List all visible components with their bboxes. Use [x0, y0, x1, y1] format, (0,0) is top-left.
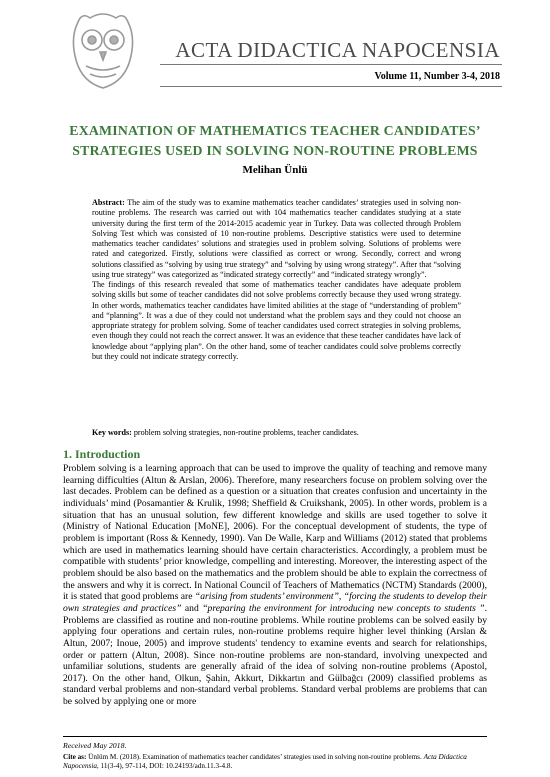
introduction-paragraph: [63, 463, 487, 708]
cite-label: Cite as:: [63, 753, 87, 761]
keywords: [92, 428, 461, 437]
intro-sep-2: and: [184, 602, 199, 614]
title-line-2: STRATEGIES USED IN SOLVING NON-ROUTINE PROBLEMS: [72, 143, 478, 158]
quote-2: “forcing the students to develop their own strategies and practices”: [63, 591, 488, 614]
abstract: [92, 198, 461, 362]
introduction-body: [63, 463, 487, 708]
abstract-paragraph-1: [92, 198, 461, 280]
abstract-paragraph-2: The findings of this research revealed that some of mathematics teacher candidates have adequate problem solving skills but some of teacher candidates did not solve problems correctly because they used wrong strategy. In other words, mathematics teacher candidates have limited abilities at the stage of “understanding of problem” and “planning”. It was a due of they could not understand what the problem says and they could not choose an appropriate strategy for problem solving. Some of teacher candidates used correct strategies in solving problems, even though they could not reach the correct answer. It was an evidence that these teacher candidates have lack of knowledge about “applying plan”. On the other hand, some of teacher candidates could solve problems correctly but they could not indicate strategy correctly.: [92, 280, 461, 361]
intro-text-2: . Problems are classified as routine and non-routine problems. While routine problems can be solved easily by applying four operations and certain rules, non-routine problems require higher level thinking (Arslan & Altun, 2007; Inoue, 2005) and improve students' tendency to examine events and search for relationships, order or pattern (Altun, 2008). Since non-routine problems are non-standard, involving unexpected and unfamiliar solutions, students are generally afraid of the idea of solving non-routine problems (Apostol, 2017). On the other hand, Olkun, Şahin, Akkurt, Dikkartın and Gülbağcı (2009) classified problems as standard verbal problems and non-standard verbal problems. Standard verbal problems are problems that can be solved by applying one or more: [63, 602, 488, 708]
intro-text-1: Problem solving is a learning approach that can be used to improve the quality of teaching and remove many learning difficulties (Altun & Arslan, 2006). Therefore, many researchers focuse on problem solving over the last decades. Problem can be defined as a question or a situation that creates confusion and uncertainty in the individuals’ mind (Posamantier & Krulik, 1998; Sheffield & Cruikshank, 2005). In other words, problem is a situation that has an unusual solution, few different knowledge and skills are used together to solve it (Ministry of National Education [MoNE], 2006). For the conceptual development of students, the type of problem is important (Ross & Kennedy, 1990). Van De Walle, Karp and Williams (2012) stated that problems which are used in mathematics learning should have certain characteristics. Accordingly, a problem must be compatible with students’ prior knowledge, compelling and interesting. Moreover, the interesting aspect of the problem should be also based on the mathematics and the problem should be able to explain the correctness of the answers and why it is correct. In National Council of Teachers of Mathematics (NCTM) Standards (2000), it is stated that good problems are: [63, 463, 487, 603]
cite-text: Ünlüm M. (2018). Examination of mathematics teacher candidates’ strategies used in solving non-routine problems.: [88, 753, 422, 761]
keywords-text: problem solving strategies, non-routine problems, teacher candidates.: [133, 428, 359, 437]
cite-rest: 11(3-4), 97-114, DOI: 10.24193/adn.11.3-4.8.: [100, 762, 233, 770]
volume-divider: [160, 86, 502, 87]
header-divider: [160, 64, 502, 65]
abstract-text-1: The aim of the study was to examine mathematics teacher candidates’ strategies used in solving non-routine problems. The research was carried out with 104 mathematics teacher candidates studying at a state university during the first term of the 2014-2015 academic year in Turkey. Data was collected through Problem Solving Test which was consisted of 10 non-routine problems. Descriptive statistics were used to determine mathematics teacher candidates’ solutions and strategies used in problem solving. Solutions of problems were rated and categorized. Firstly, solutions were classified as correct or wrong. Secondly, correct and wrong solutions classified as “solving by using true strategy” and “solving by using wrong strategy”. After that “solving using true strategy” was categorized as “indicated strategy correctly” and “indicated strategy wrongly”.: [92, 198, 461, 279]
quote-3: “preparing the environment for introducing new concepts to students ”: [202, 602, 485, 614]
volume-info: Volume 11, Number 3-4, 2018: [374, 71, 500, 82]
citation: [63, 753, 487, 771]
abstract-label: Abstract:: [92, 198, 125, 207]
cite-journal: Acta Didactica Napocensia,: [63, 753, 467, 770]
footer-divider: [63, 736, 487, 737]
quote-1: “arising from students’ environment”: [194, 591, 339, 603]
section-heading: 1. Introduction: [63, 447, 141, 461]
keywords-label: Key words:: [92, 428, 132, 437]
article-title: [40, 121, 510, 161]
author-name: Melihan Ünlü: [242, 164, 308, 176]
title-line-1: EXAMINATION OF MATHEMATICS TEACHER CANDIDATES’: [69, 123, 481, 138]
journal-title: ACTA DIDACTICA NAPOCENSIA: [175, 38, 500, 62]
intro-sep-1: ,: [338, 591, 342, 603]
received-date: Received May 2018.: [63, 741, 127, 750]
